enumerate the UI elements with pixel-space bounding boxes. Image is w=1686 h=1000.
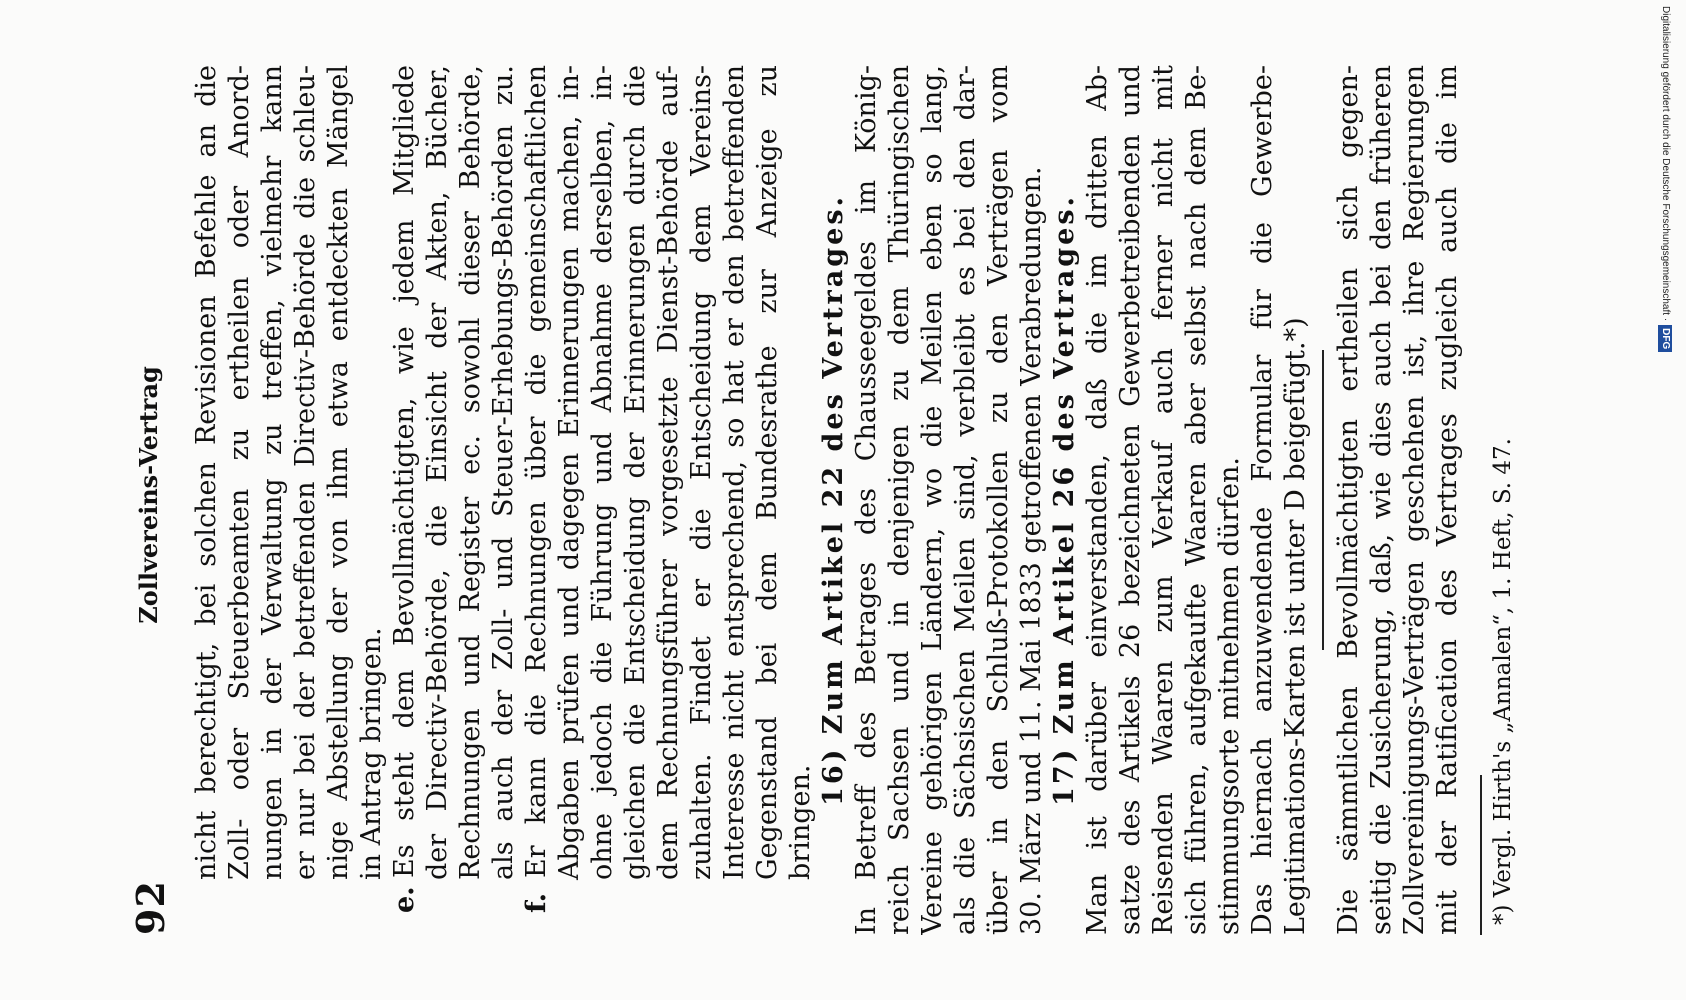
text-line: der Directiv-Behörde, die Einsicht der Akten, Bücher, [422,65,453,880]
section-divider [1322,350,1324,650]
text-line: Rechnungen und Register ec. sowohl dieser Behörde, [455,65,486,880]
text-line: als auch der Zoll- und Steuer-Erhebungs-Behörden zu. [488,65,519,880]
page-number: 92 [128,880,173,935]
text-line: nicht berechtigt, bei solchen Revisionen Befehle an die [191,65,222,880]
rotated-page-content [120,65,1520,935]
text-line: Reisenden Waaren zum Verkauf auch ferner nicht mit [1148,65,1179,935]
text-line: gleichen die Entscheidung der Erinnerungen durch die [620,65,651,880]
text-line: bringen. [785,764,816,880]
text-line: Er kann die Rechnungen über die gemeinschaftlichen [521,65,552,878]
digitization-credit [1658,6,1672,366]
text-line: 30. März und 11. Mai 1833 getroffenen Verabredungen. [1016,166,1047,935]
footnote-divider [1480,775,1482,935]
dfg-logo-icon: DFG [1658,325,1672,352]
text-line-item-f [520,65,553,935]
credit-text: Digitalisierung gefördert durch die Deutsche Forschungsgemeinschaft · [1660,6,1671,322]
text-line: ohne jedoch die Führung und Abnahme derselben, in- [587,65,618,880]
text-line: zuhalten. Findet er die Entscheidung dem Vereins- [686,65,717,880]
body-text [190,65,1518,935]
text-line: Abgaben prüfen und dagegen Erinnerungen machen, in- [554,65,585,880]
text-line: sich führen, aufgekaufte Waaren aber selbst nach dem Be- [1181,65,1212,935]
text-line: als die Sächsischen Meilen sind, verbleibt es bei den dar- [950,65,981,935]
text-line: Zoll- oder Steuerbeamten zu ertheilen oder Anord- [224,65,255,880]
text-line: Gegenstand bei dem Bundesrathe zur Anzeige zu [752,65,783,880]
page-header [120,65,180,935]
text-line: Interesse nicht entsprechend, so hat er den betreffenden [719,65,750,880]
text-line-item-e [388,65,421,935]
text-line: in Antrag bringen. [356,627,387,880]
text-line: Legitimations-Karten ist unter D beigefügt.*) [1280,317,1311,935]
text-line: er nur bei der betreffenden Directiv-Behörde die schleu- [290,65,321,880]
text-line: Das hiernach anzuwendende Formular für die Gewerbe- [1247,65,1278,935]
text-line: nungen in der Verwaltung zu treffen, vielmehr kann [257,65,288,880]
text-line: reich Sachsen und in denjenigen zu dem Thüringischen [884,65,915,935]
item-marker-e: e. [389,886,420,913]
text-line: nige Abstellung der von ihm etwa entdeckten Mängel [323,65,354,880]
text-line: In Betreff des Betrages des Chausseegeldes im König- [851,65,882,935]
text-line: seitig die Zusicherung, daß, wie dies auch bei den früheren [1366,65,1397,935]
text-line: satze des Artikels 26 bezeichneten Gewerbetreibenden und [1115,65,1146,935]
text-line: Man ist darüber einverstanden, daß die im dritten Ab- [1082,65,1113,935]
text-line: stimmungsorte mitnehmen dürfen. [1214,457,1245,935]
running-head: Zollvereins-Vertrag [134,366,163,624]
text-line: Die sämmtlichen Bevollmächtigten ertheilen sich gegen- [1333,65,1364,935]
text-line: über in den Schluß-Protokollen zu den Verträgen vom [983,65,1014,935]
text-line: Vereine gehörigen Ländern, wo die Meilen eben so lang, [917,65,948,935]
section-heading-16: 16) Zum Artikel 22 des Vertrages. [818,194,849,806]
item-marker-f: f. [521,892,552,913]
text-line: dem Rechnungsführer vorgesetzte Dienst-Behörde auf- [653,65,684,880]
text-line: mit der Ratification des Vertrages zugleich auch die im [1432,65,1463,935]
text-line: Zollvereinigungs-Verträgen geschehen ist, ihre Regierungen [1399,65,1430,935]
text-line: Es steht dem Bevollmächtigten, wie jedem Mitgliede [389,65,420,878]
footnote: *) Vergl. Hirth's „Annalen“, 1. Heft, S. 47. [1490,438,1516,925]
section-heading-17: 17) Zum Artikel 26 des Vertrages. [1049,194,1080,806]
